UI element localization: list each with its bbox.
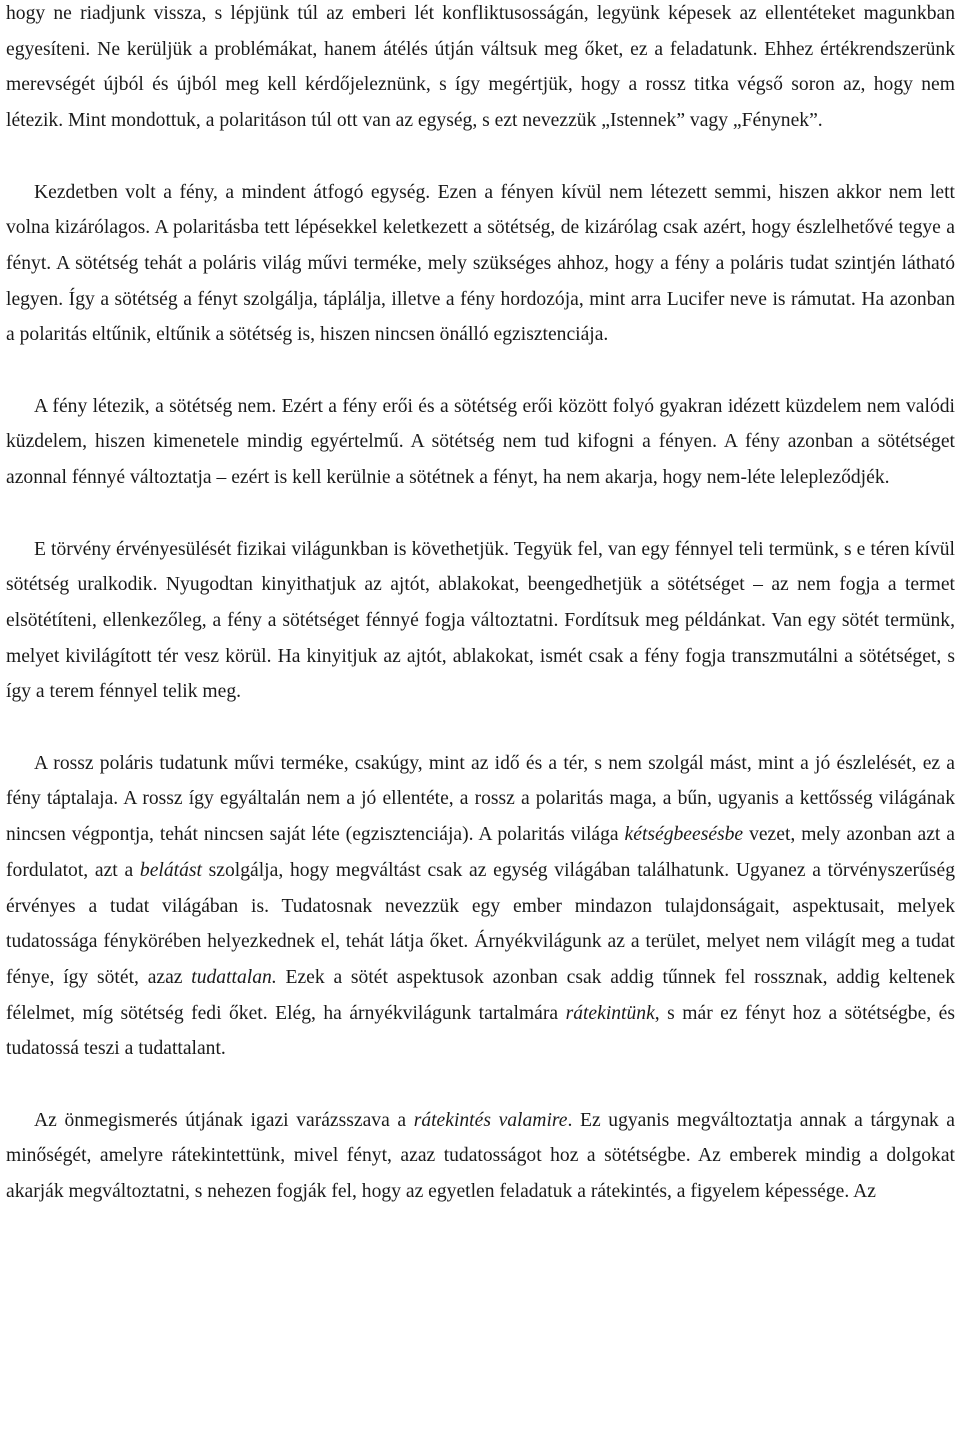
paragraph-gap xyxy=(6,1067,955,1103)
paragraph-3 xyxy=(6,389,955,496)
paragraph-2-text: Kezdetben volt a fény, a mindent átfogó egység. Ezen a fényen kívül nem létezett semmi, hiszen akkor nem lett volna kizárólagos. A polaritásba tett lépésekkel keletkezett a sötétség, de kizárólag csak azért, hogy észlelhetővé tegye a fényt. A sötétség tehát a poláris világ művi terméke, mely szükséges ahhoz, hogy a fény a poláris tudat szintjén látható legyen. Így a sötétség a fényt szolgálja, táplálja, illetve a fény hordozója, mint arra Lucifer neve is rámutat. Ha azonban a polaritás eltűnik, eltűnik a sötétség is, hiszen nincsen önálló egzisztenciája. xyxy=(6,181,955,346)
emphasis-tudattalan: tudattalan. xyxy=(191,966,277,988)
paragraph-5 xyxy=(6,746,955,1067)
emphasis-ketsegbeesesbe: kétségbeesésbe xyxy=(624,824,744,846)
emphasis-belatast: belátást xyxy=(139,859,202,881)
paragraph-gap xyxy=(6,353,955,389)
paragraph-5-text: A rossz poláris tudatunk művi terméke, csakúgy, mint az idő és a tér, s nem szolgál mást, mint a jó észlelését, ez a fény táptalaja. A rossz így egyáltalán nem a jó ellentéte, a rossz a polaritás maga, a bűn, ugyanis a kettősség világának nincsen végpontja, tehát nincsen saját léte (egzisztenciája). A polaritás világa xyxy=(6,752,955,846)
paragraph-6 xyxy=(6,1103,955,1210)
paragraph-6-text: . Ez ugyanis megváltoztatja annak a tárgynak a minőségét, amelyre rátekintettünk, mivel fényt, azaz tudatosságot hoz a sötétségbe. Az emberek mindig a dolgokat akarják megváltoztatni, s nehezen fogják fel, hogy az egyetlen feladatuk a rátekintés, a figyelem képessége. Az xyxy=(6,1109,955,1203)
paragraph-6-text: Az önmegismerés útjának igazi varázsszava a xyxy=(34,1109,414,1131)
emphasis-ratekintes-valamire: rátekintés valamire xyxy=(413,1109,568,1131)
paragraph-5-text: szolgálja, hogy megváltást csak az egység világában találhatunk. Ugyanez a törvényszerűség érvényes a tudat világában is. Tudatosnak nevezzük egy ember mindazon tulajdonságait, aspektusait, melyek tudatossága fénykörében helyezkednek el, tehát látja őket. Árnyékvilágunk az a terület, melyet nem világít meg a tudat fénye, így sötét, azaz xyxy=(6,859,955,988)
paragraph-4 xyxy=(6,532,955,711)
document-page xyxy=(6,0,955,1210)
paragraph-5-text: vezet, mely azonban azt a fordulatot, azt a xyxy=(6,824,955,881)
emphasis-ratekintunk: rátekintünk xyxy=(565,1002,655,1024)
paragraph-2 xyxy=(6,175,955,354)
paragraph-4-text: E törvény érvényesülését fizikai világunkban is követhetjük. Tegyük fel, van egy fénnyel teli termünk, s e téren kívül sötétség uralkodik. Nyugodtan kinyithatjuk az ajtót, ablakokat, beengedhetjük a sötétséget – az nem fogja a termet elsötétíteni, ellenkezőleg, a fény a sötétséget fénnyé fogja változtatni. Fordítsuk meg példánkat. Van egy sötét termünk, melyet kivilágított tér vesz körül. Ha kinyitjuk az ajtót, ablakokat, ismét csak a fény fogja transzmutálni a sötétséget, s így a terem fénnyel telik meg. xyxy=(6,538,955,703)
paragraph-3-text: A fény létezik, a sötétség nem. Ezért a fény erői és a sötétség erői között folyó gyakran idézett küzdelem nem valódi küzdelem, hiszen kimenetele mindig egyértelmű. A sötétség nem tud kifogni a fényen. A fény azonban a sötétséget azonnal fénnyé változtatja – ezért is kell kerülnie a sötétnek a fényt, ha nem akarja, hogy nem-léte lelepleződjék. xyxy=(6,395,955,489)
paragraph-gap xyxy=(6,496,955,532)
paragraph-1-text: hogy ne riadjunk vissza, s lépjünk túl az emberi lét konfliktusosságán, legyünk képesek az ellentéteket magunkban egyesíteni. Ne kerüljük a problémákat, hanem átélés útján váltsuk meg őket, ez a feladatunk. Ehhez értékrendszerünk merevségét újból és újból meg kell kérdőjeleznünk, s így megértjük, hogy a rossz titka végső soron az, hogy nem létezik. Mint mondottuk, a polaritáson túl ott van az egység, s ezt nevezzük „Istennek” vagy „Fénynek”. xyxy=(6,3,955,132)
paragraph-gap xyxy=(6,710,955,746)
paragraph-5-text: Ezek a sötét aspektusok azonban csak addig tűnnek fel rossznak, addig keltenek félelmet, míg sötétség fedi őket. Elég, ha árnyékvilágunk tartalmára xyxy=(6,966,955,1024)
paragraph-5-text: , s már ez fényt hoz a sötétségbe, és tudatossá teszi a tudattalant. xyxy=(6,1002,955,1060)
paragraph-1 xyxy=(6,0,955,139)
paragraph-gap xyxy=(6,139,955,175)
